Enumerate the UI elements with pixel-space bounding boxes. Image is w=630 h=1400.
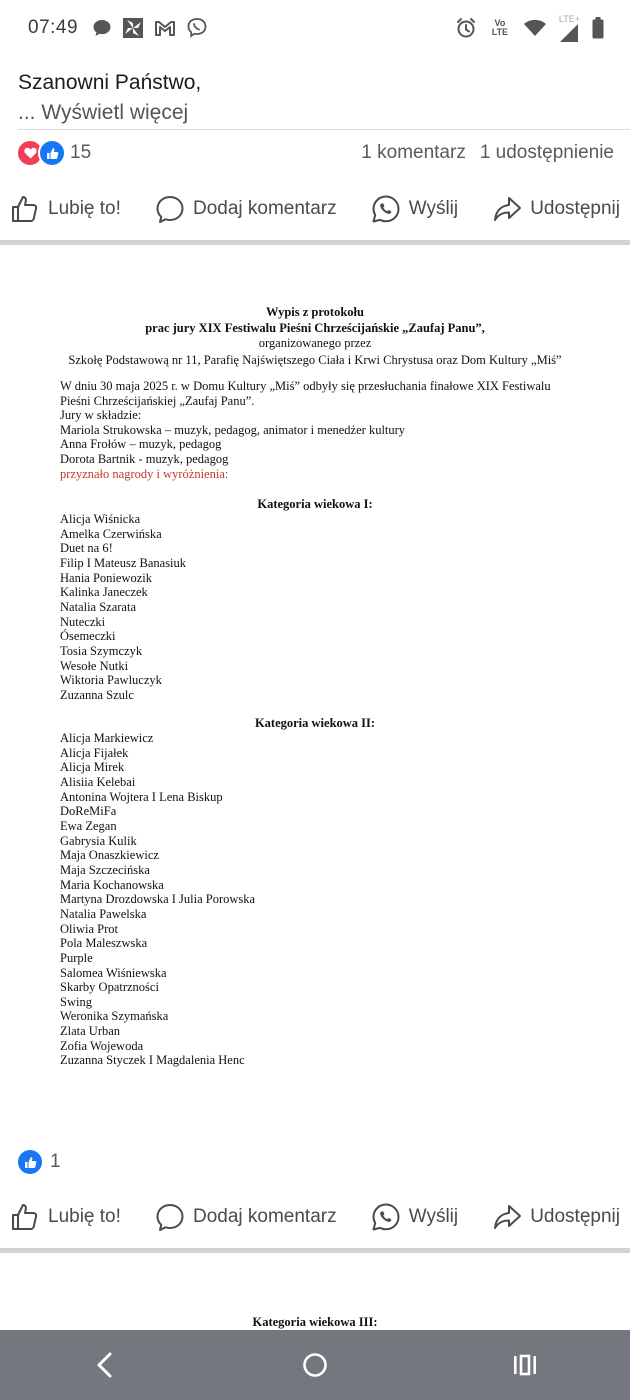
like-button[interactable] [10, 1202, 121, 1232]
see-more-link[interactable]: ... Wyświetl więcej [18, 101, 189, 124]
list-item: Maria Kochanowska [60, 877, 164, 892]
send-button[interactable] [371, 1202, 458, 1232]
list-item: Ewa Zegan [60, 818, 117, 833]
section-divider [0, 1248, 630, 1253]
like-label: Lubię to! [48, 1206, 121, 1227]
list-item: Zofia Wojewoda [60, 1038, 144, 1053]
comment-icon [155, 1202, 185, 1232]
like-reaction-icon [38, 139, 66, 167]
list-item: Hania Poniewozik [60, 570, 152, 585]
pinwheel-icon [122, 17, 144, 39]
reaction-count-2: 1 [50, 1151, 61, 1172]
list-item: DoReMiFa [60, 804, 117, 819]
back-icon [93, 1351, 117, 1379]
reaction-summary-2[interactable] [16, 1148, 61, 1176]
list-item: Oliwia Prot [60, 921, 118, 936]
category-1-list [60, 512, 186, 703]
list-item: Natalia Szarata [60, 599, 136, 614]
list-item: Alisiia Kelebai [60, 774, 136, 789]
doc-heading-2: prac jury XIX Festiwalu Pieśni Chrześcijańskie „Zaufaj Panu”, [145, 321, 485, 335]
list-item: Ósemeczki [60, 629, 116, 644]
chat-bubble-icon [92, 18, 112, 38]
list-item: Swing [60, 994, 92, 1009]
comment-label: Dodaj komentarz [192, 1206, 337, 1227]
list-item: Maja Szczecińska [60, 862, 150, 877]
section-divider [0, 240, 630, 245]
send-button[interactable] [371, 194, 458, 224]
home-icon [301, 1351, 329, 1379]
post-text [18, 68, 201, 128]
list-item: Alicja Fijałek [60, 745, 129, 760]
list-item: Zuzanna Styczek I Magdalenia Henc [60, 1053, 245, 1068]
like-button[interactable] [10, 194, 121, 224]
document-image[interactable] [0, 305, 630, 1068]
like-label: Lubię to! [48, 198, 121, 219]
doc-heading-4: Szkołę Podstawową nr 11, Parafię Najświętszego Ciała i Krwi Chrystusa oraz Dom Kultury „Miś” [68, 353, 562, 367]
list-item: Zlata Urban [60, 1024, 121, 1039]
back-button[interactable] [65, 1335, 145, 1395]
list-item: Kalinka Janeczek [60, 585, 148, 600]
share-button[interactable] [492, 194, 620, 224]
list-item: Martyna Drozdowska I Julia Porowska [60, 892, 256, 907]
gmail-icon [154, 19, 176, 37]
doc-jury-1: Mariola Strukowska – muzyk, pedagog, animator i menedżer kultury [60, 422, 406, 437]
comment-icon [155, 194, 185, 224]
comment-label: Dodaj komentarz [192, 198, 337, 219]
doc-heading-3: organizowanego przez [258, 336, 372, 350]
volte-icon: Vo LTE [491, 18, 509, 37]
list-item: Pola Maleszwska [60, 936, 148, 951]
list-item: Salomea Wiśniewska [60, 965, 167, 980]
list-item: Gabrysia Kulik [60, 833, 137, 848]
list-item: Natalia Pawelska [60, 906, 147, 921]
recents-button[interactable] [485, 1335, 565, 1395]
battery-icon [592, 17, 604, 39]
send-label: Wyślij [408, 1206, 459, 1227]
wifi-icon [523, 18, 547, 38]
list-item: Alicja Mirek [60, 760, 125, 775]
doc-intro-line-1: W dniu 30 maja 2025 r. w Domu Kultury „Miś” odbyły się przesłuchania finałowe XIX Festiwalu [60, 379, 551, 393]
whatsapp-icon [371, 1202, 401, 1232]
thumbs-up-icon [10, 1202, 40, 1232]
share-label: Udostępnij [530, 198, 620, 219]
list-item: Filip I Mateusz Banasiuk [60, 555, 187, 570]
list-item: Alicja Markiewicz [60, 731, 154, 745]
list-item: Alicja Wiśnicka [60, 512, 141, 526]
status-time: 07:49 [28, 17, 79, 38]
comment-button[interactable] [155, 194, 337, 224]
reaction-summary[interactable] [16, 139, 91, 167]
navigation-bar [0, 1330, 630, 1400]
list-item: Amelka Czerwińska [60, 526, 162, 541]
share-label: Udostępnij [530, 1206, 620, 1227]
send-label: Wyślij [408, 198, 459, 219]
list-item: Maja Onaszkiewicz [60, 848, 159, 863]
share-icon [492, 194, 522, 224]
list-item: Wesołe Nutki [60, 658, 129, 673]
list-item: Duet na 6! [60, 541, 113, 556]
whatsapp-icon [371, 194, 401, 224]
alarm-icon [455, 17, 477, 39]
action-bar-2 [10, 1195, 620, 1239]
like-reaction-icon [16, 1148, 44, 1176]
list-item: Tosia Szymczyk [60, 643, 143, 658]
viber-icon [186, 17, 208, 39]
doc-intro [60, 379, 551, 481]
action-bar [10, 187, 620, 231]
doc-jury-label: Jury w składzie: [60, 408, 142, 423]
doc-jury-3: Dorota Bartnik - muzyk, pedagog [60, 451, 229, 466]
comments-count[interactable]: 1 komentarz [361, 142, 466, 163]
reactions-row [16, 138, 614, 168]
comment-button[interactable] [155, 1202, 337, 1232]
category-3-title[interactable]: Kategoria wiekowa III: [252, 1315, 378, 1329]
doc-intro-line-2: Pieśni Chrześcijańskiej „Zaufaj Panu”. [60, 393, 255, 408]
post-greeting: Szanowni Państwo, [18, 71, 202, 94]
signal-icon [559, 15, 580, 42]
doc-awards-line: przyznało nagrody i wyróżnienia: [60, 466, 229, 481]
doc-jury-2: Anna Frołów – muzyk, pedagog [60, 437, 222, 452]
status-bar [0, 0, 630, 56]
share-button[interactable] [492, 1202, 620, 1232]
category-1-title: Kategoria wiekowa I: [257, 497, 373, 511]
list-item: Zuzanna Szulc [60, 687, 134, 702]
list-item: Nuteczki [60, 614, 106, 629]
thumbs-up-icon [10, 194, 40, 224]
home-button[interactable] [275, 1335, 355, 1395]
divider [18, 129, 630, 130]
lte-label: LTE+ [558, 13, 580, 24]
list-item: Weronika Szymańska [60, 1009, 169, 1024]
share-icon [492, 1202, 522, 1232]
list-item: Skarby Opatrzności [60, 980, 159, 995]
category-2-title: Kategoria wiekowa II: [254, 716, 376, 730]
doc-heading-1: Wypis z protokołu [266, 305, 364, 319]
list-item: Antonina Wojtera I Lena Biskup [60, 789, 223, 804]
shares-count[interactable]: 1 udostępnienie [479, 142, 614, 163]
reaction-count: 15 [70, 142, 92, 163]
list-item: Purple [60, 950, 93, 965]
list-item: Wiktoria Pawluczyk [60, 673, 162, 688]
recents-icon [511, 1353, 539, 1377]
category-2-list [60, 731, 255, 1068]
